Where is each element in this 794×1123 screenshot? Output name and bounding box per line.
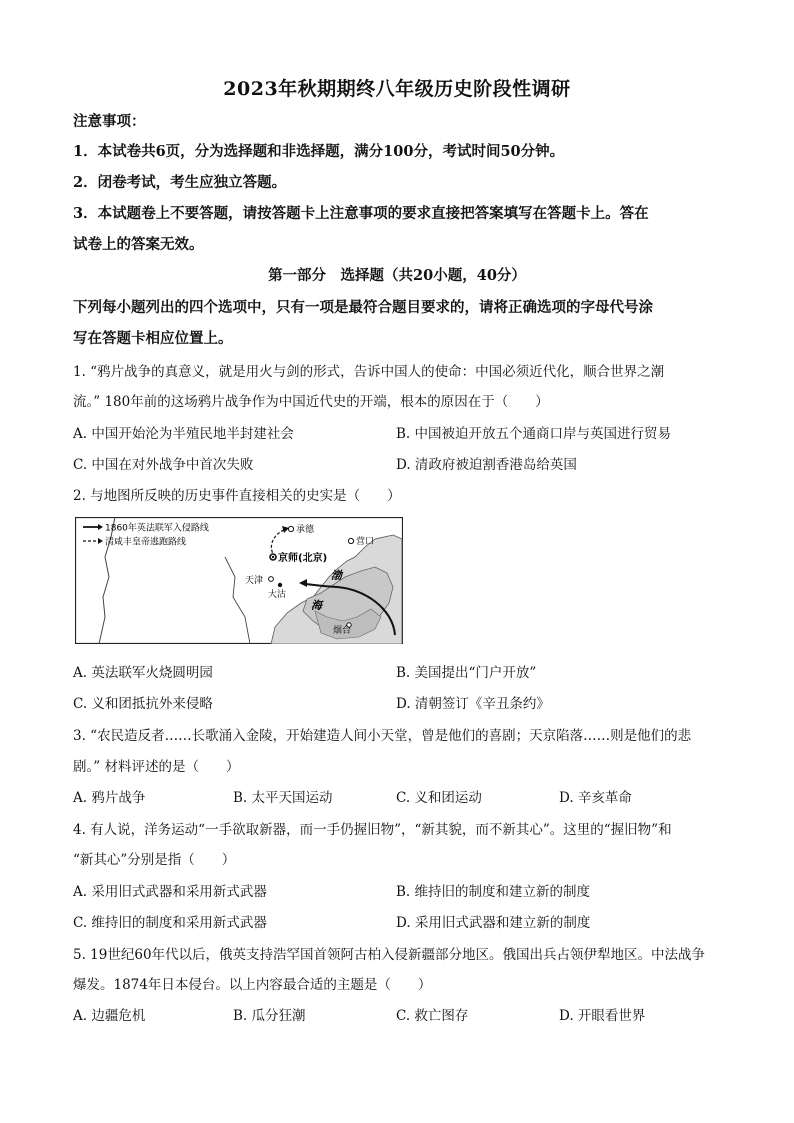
place-beijing: 京师(北京) (278, 553, 328, 564)
question-5-line-1: 5. 19世纪60年代以后，俄英支持浩罕国首领阿古柏入侵新疆部分地区。俄国出兵占领伊犁地区。中法战争 (73, 947, 706, 963)
question-4-option-c: C. 维持旧的制度和采用新式武器 (73, 915, 267, 931)
question-1-option-d: D. 清政府被迫割香港岛给英国 (396, 457, 577, 473)
exam-title: 2023年秋期期终八年级历史阶段性调研 (223, 78, 571, 100)
question-1-option-b: B. 中国被迫开放五个通商口岸与英国进行贸易 (396, 426, 672, 442)
notice-item-1: 1．本试卷共6页，分为选择题和非选择题，满分100分，考试时间50分钟。 (73, 143, 565, 160)
question-2-line-1: 2. 与地图所反映的历史事件直接相关的史实是（ ） (73, 488, 401, 504)
section-title: 第一部分 选择题（共20小题，40分） (268, 267, 526, 284)
place-bo: 渤 (331, 569, 342, 582)
question-3-line-1: 3. “农民造反者……长歌涌入金陵，开始建造人间小天堂，曾是他们的喜剧；天京陷落……则是他们的悲 (73, 728, 692, 744)
question-2-option-c: C. 义和团抵抗外来侵略 (73, 696, 213, 712)
place-yantai: 烟台 (333, 626, 352, 636)
question-3-line-2: 剧。” 材料评述的是（ ） (73, 759, 240, 775)
notice-item-2: 2．闭卷考试，考生应独立答题。 (73, 174, 287, 191)
question-4-line-2: “新其心”分别是指（ ） (73, 852, 236, 868)
legend-invasion-route: 1860年英法联军入侵路线 (105, 523, 209, 534)
question-4-option-b: B. 维持旧的制度和建立新的制度 (396, 884, 591, 900)
legend-escape-route: 清咸丰皇帝逃跑路线 (105, 537, 187, 548)
question-3-option-a: A. 鸦片战争 (73, 790, 146, 806)
historical-map (75, 517, 403, 644)
question-3-option-b: B. 太平天国运动 (233, 790, 333, 806)
question-5-option-d: D. 开眼看世界 (559, 1008, 646, 1024)
question-4-option-a: A. 采用旧式武器和采用新式武器 (73, 884, 267, 900)
place-tianjin: 天津 (245, 576, 264, 586)
question-2-option-a: A. 英法联军火烧圆明园 (73, 665, 213, 681)
notice-item-3: 3．本试题卷上不要答题，请按答题卡上注意事项的要求直接把答案填写在答题卡上。答在 (73, 205, 649, 222)
question-5-option-c: C. 救亡图存 (396, 1008, 469, 1024)
question-2-option-d: D. 清朝签订《辛丑条约》 (396, 696, 550, 712)
question-5-line-2: 爆发。1874年日本侵台。以上内容最合适的主题是（ ） (73, 977, 432, 993)
question-4-line-1: 4. 有人说，洋务运动“一手欲取新器，而一手仍握旧物”，“新其貌，而不新其心”。这里的“握旧物”和 (73, 822, 672, 838)
place-hai: 海 (311, 599, 322, 612)
place-yingkou: 营口 (356, 537, 375, 547)
place-chengde: 承德 (296, 525, 315, 535)
question-1-option-a: A. 中国开始沦为半殖民地半封建社会 (73, 426, 294, 442)
section-instruction-2: 写在答题卡相应位置上。 (73, 330, 233, 347)
question-1-line-1: 1. “鸦片战争的真意义，就是用火与剑的形式，告诉中国人的使命：中国必须近代化，顺合世界之潮 (73, 364, 665, 380)
notice-item-3-cont: 试卷上的答案无效。 (73, 236, 204, 253)
question-3-option-d: D. 辛亥革命 (559, 790, 632, 806)
question-5-option-a: A. 边疆危机 (73, 1008, 146, 1024)
question-4-option-d: D. 采用旧式武器和建立新的制度 (396, 915, 591, 931)
notice-heading: 注意事项： (73, 113, 146, 130)
place-dagu: 大沽 (268, 590, 287, 600)
question-3-option-c: C. 义和团运动 (396, 790, 482, 806)
question-2-option-b: B. 美国提出“门户开放” (396, 665, 537, 681)
question-1-line-2: 流。” 180年前的这场鸦片战争作为中国近代史的开端，根本的原因在于（ ） (73, 394, 549, 410)
question-1-option-c: C. 中国在对外战争中首次失败 (73, 457, 254, 473)
question-5-option-b: B. 瓜分狂潮 (233, 1008, 306, 1024)
section-instruction-1: 下列每小题列出的四个选项中，只有一项是最符合题目要求的，请将正确选项的字母代号涂 (73, 299, 653, 316)
